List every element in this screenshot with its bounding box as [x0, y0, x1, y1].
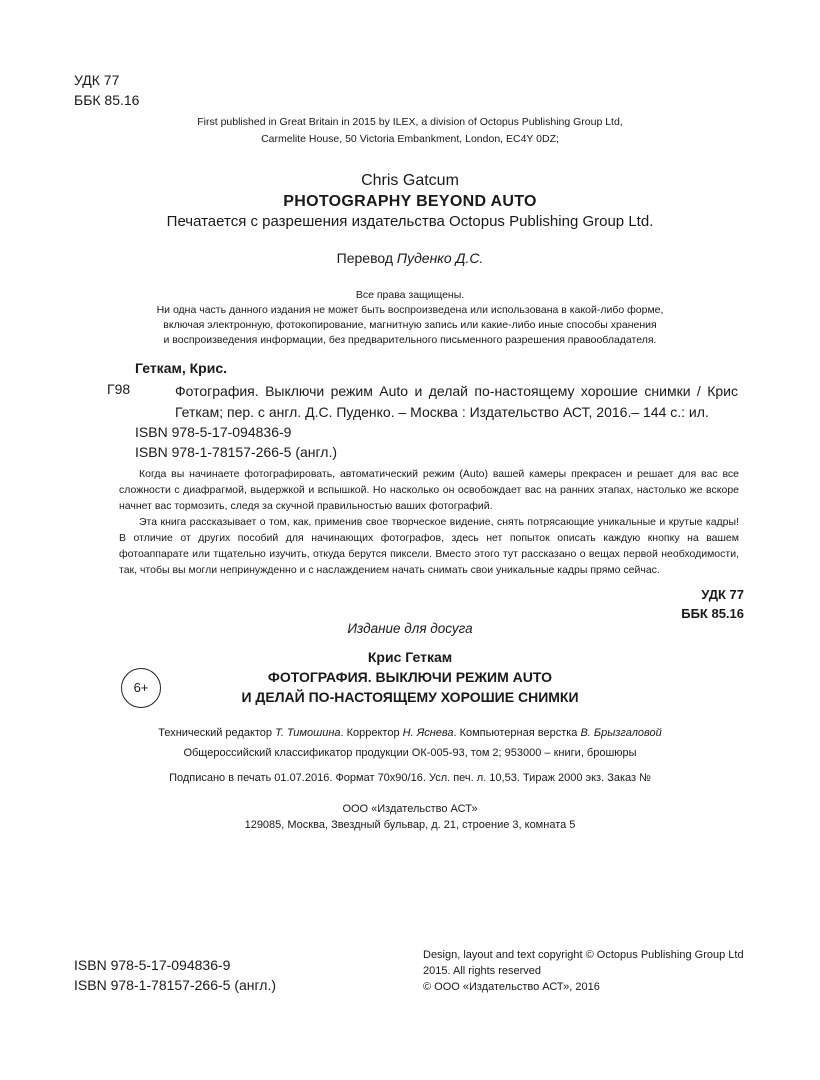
- rights-heading: Все права защищены.: [355, 289, 465, 301]
- udk-code: УДК 77: [74, 72, 120, 88]
- ru-title-line2: И ДЕЛАЙ ПО-НАСТОЯЩЕМУ ХОРОШИЕ СНИМКИ: [241, 689, 579, 705]
- bbk-right-code: ББК 85.16: [681, 606, 744, 621]
- tech-editor-name: Т. Тимошина: [275, 727, 341, 739]
- isbn-bottom: [74, 955, 276, 995]
- author-en: Chris Gatcum: [361, 172, 459, 189]
- catalog-isbn-en: ISBN 978-1-78157-266-5 (англ.): [135, 444, 338, 460]
- catalog-author: Геткам, Крис.: [135, 360, 227, 376]
- layout-name: В. Брызгаловой: [580, 727, 662, 739]
- copyright-line3: © ООО «Издательство АСТ», 2016: [423, 981, 600, 993]
- original-pub-line1: First published in Great Britain in 2015 by ILEX, a division of Octopus Publishing Group Ltd,: [197, 116, 623, 128]
- bbk-code: ББК 85.16: [74, 92, 140, 108]
- copyright-line2: 2015. All rights reserved: [423, 965, 542, 977]
- translation-label: Перевод: [336, 250, 397, 266]
- isbn-bottom-ru: ISBN 978-5-17-094836-9: [74, 957, 231, 973]
- imprint-publisher: ООО «Издательство АСТ»: [342, 803, 478, 815]
- udk-right: [600, 585, 744, 623]
- imprint-print-info: Подписано в печать 01.07.2016. Формат 70x90/16. Усл. печ. л. 10,53. Тираж 2000 экз. Заказ №: [169, 772, 651, 784]
- permission-notice: Печатается с разрешения издательства Octopus Publishing Group Ltd.: [166, 213, 654, 230]
- catalog-description: Фотография. Выключи режим Auto и делай по-настоящему хорошие снимки / Крис Геткам; пер. с англ. Д.С. Пуденко. – Москва : Издательство АСТ, 2016.– 144 с.: ил.: [175, 383, 738, 420]
- catalog-code: Г98: [107, 381, 131, 397]
- translator-name: Пуденко Д.С.: [396, 250, 484, 266]
- title-en: PHOTOGRAPHY BEYOND AUTO: [283, 193, 537, 210]
- annotation-paragraph-2: Эта книга рассказывает о том, как, применив свое творческое видение, снять потрясающие уникальные и крутые кадры! В отличие от других пособий для начинающих фотографов, здесь нет попыток описать каждую кнопку на вашем фотоаппарате или тщательно изучить, откуда берутся пиксели. Вместо этого тут рассказано о вещах первой необходимости, так, чтобы вы могли непринужденно и с наслаждением начать снимать свои уникальные кадры прямо сейчас.: [119, 516, 739, 576]
- isbn-bottom-en: ISBN 978-1-78157-266-5 (англ.): [74, 977, 277, 993]
- layout-label: . Компьютерная верстка: [453, 727, 581, 739]
- edition-type: Издание для досуга: [347, 621, 473, 636]
- rights-line: Ни одна часть данного издания не может быть воспроизведена или использована в какой-либо форме,: [156, 304, 664, 316]
- catalog-isbn-ru: ISBN 978-5-17-094836-9: [135, 424, 292, 440]
- rights-line: включая электронную, фотокопирование, магнитную запись или какие-либо иные способы хранения: [163, 319, 657, 331]
- ru-title-line1: ФОТОГРАФИЯ. ВЫКЛЮЧИ РЕЖИМ AUTO: [267, 669, 553, 685]
- udk-top: [74, 70, 139, 110]
- corrector-label: . Корректор: [340, 727, 403, 739]
- udk-right-code: УДК 77: [701, 587, 744, 602]
- annotation-paragraph-1: Когда вы начинаете фотографировать, автоматический режим (Auto) вашей камеры прекрасен и решает для вас все сложности с диафрагмой, выдержкой и вспышкой. Но насколько он освобождает вас на ранних этапах, настолько же вскоре начнет вас тормозить, следя за скучной правильностью ваших фотографий.: [119, 468, 739, 512]
- rights-line: и воспроизведения информации, без предварительного письменного разрешения правообладателя.: [163, 334, 657, 346]
- rights-notice: [0, 288, 820, 348]
- original-pub-line2: Carmelite House, 50 Victoria Embankment, London, EC4Y 0DZ;: [261, 133, 559, 145]
- corrector-name: Н. Яснева: [402, 727, 454, 739]
- imprint-credits: [0, 726, 820, 741]
- annotation: [119, 466, 739, 578]
- copyright-line1: Design, layout and text copyright © Octopus Publishing Group Ltd: [423, 949, 744, 961]
- imprint-address: 129085, Москва, Звездный бульвар, д. 21, строение 3, комната 5: [244, 819, 576, 831]
- age-rating-badge: 6+: [121, 668, 161, 708]
- tech-editor-label: Технический редактор: [158, 727, 276, 739]
- original-publication: [0, 114, 820, 148]
- imprint-classifier: Общероссийский классификатор продукции ОК-005-93, том 2; 953000 – книги, брошюры: [183, 747, 637, 759]
- translation-credit: [0, 250, 820, 266]
- catalog-isbn: [135, 422, 337, 462]
- ru-author: Крис Геткам: [367, 649, 453, 665]
- copyright-notice: [423, 947, 744, 995]
